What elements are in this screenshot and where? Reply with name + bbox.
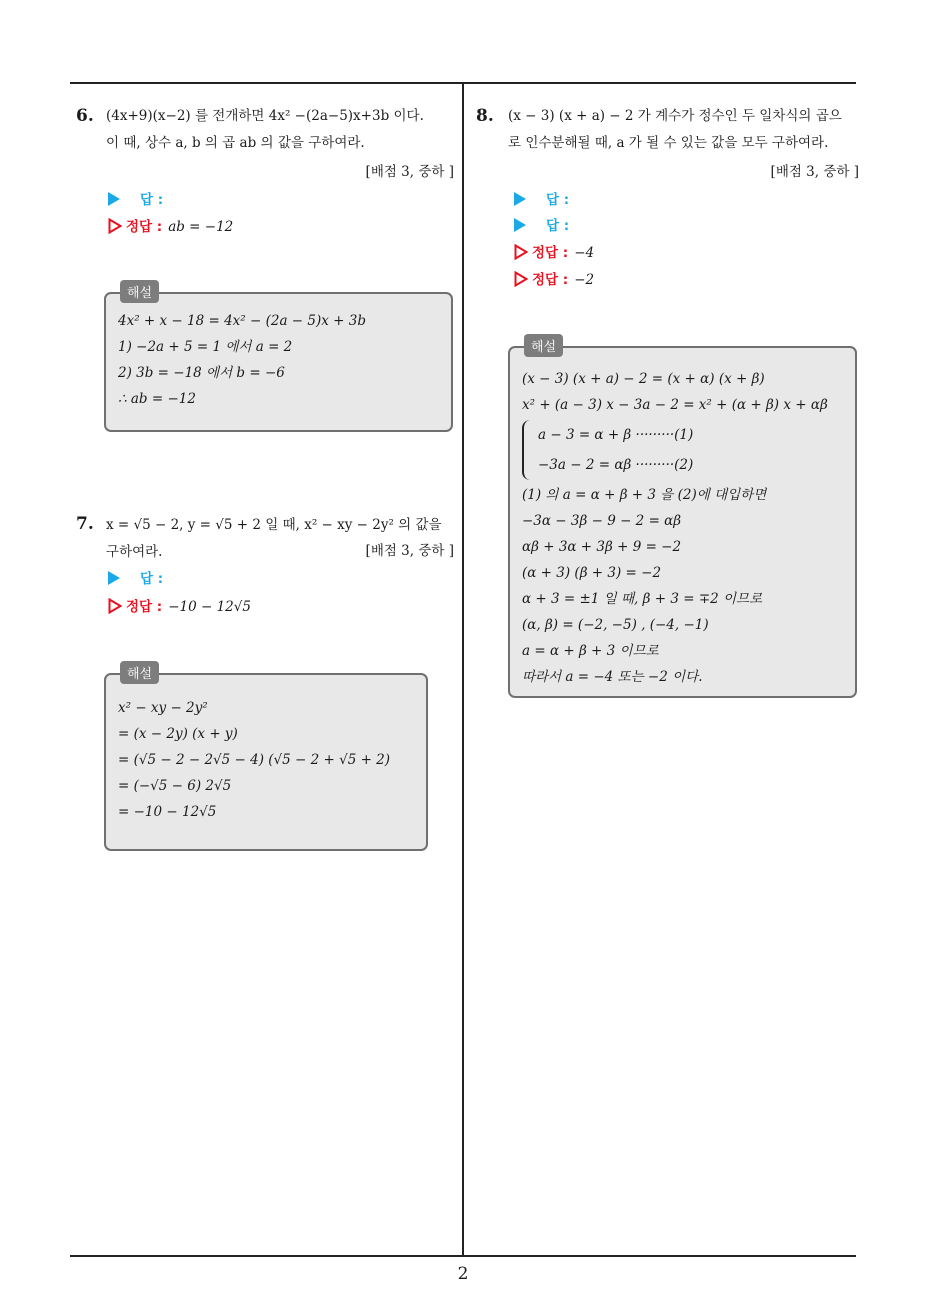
solution-line: (α, β) = (−2, −5) , (−4, −1) xyxy=(522,617,709,633)
solution-line: a = α + β + 3 이므로 xyxy=(522,643,659,659)
answer-label: 답 : xyxy=(140,192,164,208)
left-brace xyxy=(522,420,534,480)
solution-line: (1) 의 a = α + β + 3 을 (2)에 대입하면 xyxy=(522,487,767,503)
answer-label: 답 : xyxy=(546,192,570,208)
solution-box xyxy=(104,286,453,432)
solution-line: 2) 3b = −18 에서 b = −6 xyxy=(118,365,285,381)
system-line: a − 3 = α + β ·········(1) xyxy=(538,427,694,443)
bottom-rule xyxy=(70,1255,856,1257)
column-divider xyxy=(462,82,464,1257)
correct-answer-row xyxy=(108,215,233,239)
question-line: 이 때, 상수 a, b 의 곱 ab 의 값을 구하여라. xyxy=(106,135,365,151)
question-line: 구하여라. xyxy=(106,544,163,560)
answer-row xyxy=(108,188,163,212)
question-line: 로 인수분해될 때, a 가 될 수 있는 값을 모두 구하여라. xyxy=(508,135,829,151)
solution-tag: 해설 xyxy=(120,280,159,303)
correct-label: 정답 : xyxy=(126,599,163,615)
solution-line: = (−√5 − 6) 2√5 xyxy=(118,778,232,794)
solution-line: ∴ ab = −12 xyxy=(118,391,196,407)
question-line: x = √5 − 2, y = √5 + 2 일 때, x² − xy − 2y² 의 값을 xyxy=(106,517,442,533)
filled-triangle-icon xyxy=(108,192,120,206)
solution-line: x² + (a − 3) x − 3a − 2 = x² + (α + β) x + αβ xyxy=(522,397,828,413)
page-number: 2 xyxy=(457,1264,469,1284)
answer-row xyxy=(514,188,569,212)
correct-answer-row xyxy=(514,268,594,292)
filled-triangle-icon xyxy=(514,192,526,206)
problem-8 xyxy=(476,106,861,706)
solution-line: 1) −2a + 5 = 1 에서 a = 2 xyxy=(118,339,293,355)
filled-triangle-icon xyxy=(514,218,526,232)
solution-line: (α + 3) (β + 3) = −2 xyxy=(522,565,662,581)
outline-triangle-icon xyxy=(514,271,528,287)
solution-box xyxy=(104,667,428,851)
correct-answer-row xyxy=(514,241,594,265)
correct-value: −2 xyxy=(574,272,595,288)
solution-line: αβ + 3α + 3β + 9 = −2 xyxy=(522,539,682,555)
problem-number: 6. xyxy=(76,106,94,126)
correct-value: −4 xyxy=(574,245,595,261)
problem-number: 8. xyxy=(476,106,494,126)
question-line: (x − 3) (x + a) − 2 가 계수가 정수인 두 일차식의 곱으 xyxy=(508,108,842,124)
solution-line: (x − 3) (x + a) − 2 = (x + α) (x + β) xyxy=(522,371,765,387)
solution-line: −3α − 3β − 9 − 2 = αβ xyxy=(522,513,682,529)
outline-triangle-icon xyxy=(108,598,122,614)
correct-value: −10 − 12√5 xyxy=(168,599,251,615)
solution-line: = −10 − 12√5 xyxy=(118,804,217,820)
score-label: [배점 3, 중하 ] xyxy=(365,164,454,180)
solution-lines xyxy=(522,366,828,690)
solution-tag: 해설 xyxy=(120,661,159,684)
question-text xyxy=(106,103,424,157)
correct-label: 정답 : xyxy=(126,219,163,235)
solution-line: x² − xy − 2y² xyxy=(118,700,208,716)
answer-row xyxy=(108,567,163,591)
correct-label: 정답 : xyxy=(532,245,569,261)
question-text xyxy=(508,103,842,157)
solution-line: 4x² + x − 18 = 4x² − (2a − 5)x + 3b xyxy=(118,313,366,329)
system-lines xyxy=(538,420,693,480)
equation-system xyxy=(522,420,828,480)
score-label: [배점 3, 중하 ] xyxy=(365,543,454,559)
problem-6 xyxy=(76,106,456,446)
answer-label: 답 : xyxy=(546,218,570,234)
correct-value: ab = −12 xyxy=(168,219,234,235)
outline-triangle-icon xyxy=(514,244,528,260)
solution-line: = (√5 − 2 − 2√5 − 4) (√5 − 2 + √5 + 2) xyxy=(118,752,391,768)
solution-lines xyxy=(118,695,390,825)
problem-number: 7. xyxy=(76,514,94,534)
outline-triangle-icon xyxy=(108,218,122,234)
solution-tag: 해설 xyxy=(524,334,563,357)
score-label: [배점 3, 중하 ] xyxy=(770,164,859,180)
solution-line: α + 3 = ±1 일 때, β + 3 = ∓2 이므로 xyxy=(522,591,763,607)
system-line: −3a − 2 = αβ ·········(2) xyxy=(538,457,694,473)
filled-triangle-icon xyxy=(108,571,120,585)
problem-7 xyxy=(76,514,456,854)
question-line: (4x+9)(x−2) 를 전개하면 4x² −(2a−5)x+3b 이다. xyxy=(106,108,424,124)
solution-lines xyxy=(118,308,366,412)
answer-label: 답 : xyxy=(140,571,164,587)
correct-label: 정답 : xyxy=(532,272,569,288)
answer-row xyxy=(514,214,569,238)
solution-line: = (x − 2y) (x + y) xyxy=(118,726,238,742)
correct-answer-row xyxy=(108,595,251,619)
solution-line: 따라서 a = −4 또는 −2 이다. xyxy=(522,669,703,685)
solution-box xyxy=(508,340,857,698)
